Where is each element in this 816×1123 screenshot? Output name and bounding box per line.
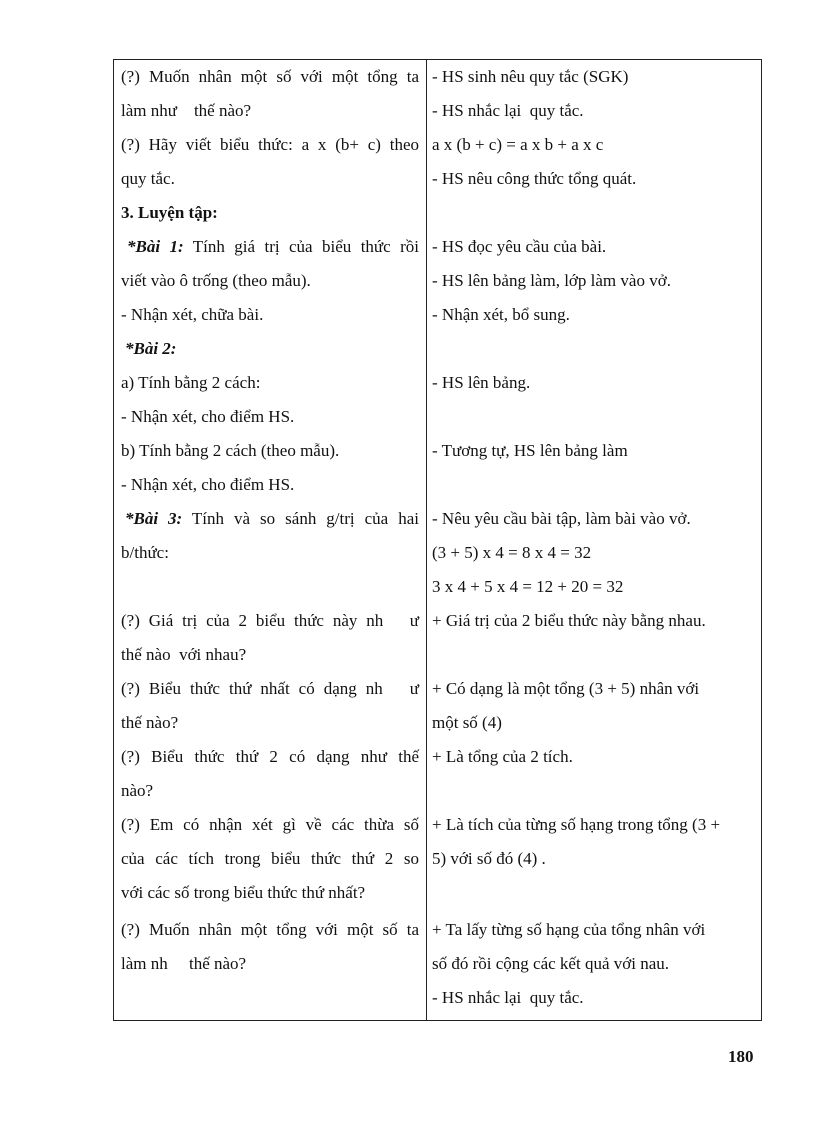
question-line: làm như thế nào? (121, 101, 252, 120)
answer-line: - HS nêu công thức tổng quát. (432, 169, 637, 188)
exercise-1-line (127, 230, 419, 264)
remark-line: - Nhận xét, cho điểm HS. (121, 475, 295, 494)
answer-line: 5) với số đó (4) . (432, 849, 546, 868)
exercise-2-label: *Bài 2: (125, 339, 177, 358)
question-line: (?) Giá trị của 2 biểu thức này nh ư (121, 611, 419, 630)
question-line: (?) Em có nhận xét gì về các thừa số (121, 815, 419, 834)
answer-line: (3 + 5) x 4 = 8 x 4 = 32 (432, 543, 592, 562)
answer-line: + Có dạng là một tổng (3 + 5) nhân với (432, 679, 700, 698)
remark-line: - Nhận xét, chữa bài. (121, 305, 264, 324)
exercise-2-part-a: a) Tính bằng 2 cách: (121, 373, 261, 392)
lesson-table (113, 59, 762, 1021)
remark-line: - Nhận xét, cho điểm HS. (121, 407, 295, 426)
exercise-2-part-b: b) Tính bằng 2 cách (theo mẫu). (121, 441, 340, 460)
answer-line: - Tương tự, HS lên bảng làm (432, 441, 628, 460)
answer-line: - HS lên bảng làm, lớp làm vào vở. (432, 271, 671, 290)
answer-line: + Là tổng của 2 tích. (432, 747, 573, 766)
exercise-3-line (125, 502, 419, 536)
section-heading: 3. Luyện tập: (121, 203, 218, 222)
student-column (427, 60, 762, 1020)
answer-line: - HS sinh nêu quy tắc (SGK) (432, 67, 629, 86)
answer-line: 3 x 4 + 5 x 4 = 12 + 20 = 32 (432, 577, 624, 596)
answer-line: - HS nhắc lại quy tắc. (432, 988, 584, 1007)
page-number: 180 (728, 1047, 754, 1066)
answer-line: - HS lên bảng. (432, 373, 531, 392)
exercise-1-label: *Bài 1: (127, 237, 184, 256)
exercise-3-line: b/thức: (121, 543, 169, 562)
question-line: nào? (121, 781, 154, 800)
question-line: (?) Hãy viết biểu thức: a x (b+ c) theo (121, 135, 419, 154)
answer-line: - HS nhắc lại quy tắc. (432, 101, 584, 120)
question-line: (?) Biểu thức thứ nhất có dạng nh ư (121, 679, 419, 698)
question-line: (?) Muốn nhân một tổng với một số ta (121, 920, 419, 939)
question-line: (?) Muốn nhân một số với một tổng ta (121, 67, 419, 86)
answer-line: một số (4) (432, 713, 502, 732)
question-line: của các tích trong biểu thức thứ 2 so (121, 849, 419, 868)
exercise-3-text: Tính và so sánh g/trị của hai (182, 509, 419, 528)
exercise-1-line: viết vào ô trống (theo mẫu). (121, 271, 311, 290)
answer-line: - HS đọc yêu cầu của bài. (432, 237, 607, 256)
answer-line: số đó rồi cộng các kết quả với nau. (432, 954, 670, 973)
answer-line: + Là tích của từng số hạng trong tổng (3 + (432, 815, 721, 834)
answer-line: - Nêu yêu cầu bài tập, làm bài vào vở. (432, 509, 691, 528)
answer-line: + Ta lấy từng số hạng của tổng nhân với (432, 920, 706, 939)
question-line: làm nh thế nào? (121, 954, 247, 973)
exercise-1-text: Tính giá trị của biểu thức rồi (183, 237, 419, 256)
exercise-3-label: *Bài 3: (125, 509, 183, 528)
answer-line: + Giá trị của 2 biểu thức này bằng nhau. (432, 611, 706, 630)
question-line: với các số trong biểu thức thứ nhất? (121, 883, 366, 902)
teacher-column (114, 60, 426, 1020)
answer-line: a x (b + c) = a x b + a x c (432, 135, 604, 154)
answer-line: - Nhận xét, bổ sung. (432, 305, 570, 324)
question-line: thế nào? (121, 713, 179, 732)
question-line: quy tắc. (121, 169, 175, 188)
question-line: (?) Biểu thức thứ 2 có dạng như thế (121, 747, 419, 766)
question-line: thế nào với nhau? (121, 645, 247, 664)
